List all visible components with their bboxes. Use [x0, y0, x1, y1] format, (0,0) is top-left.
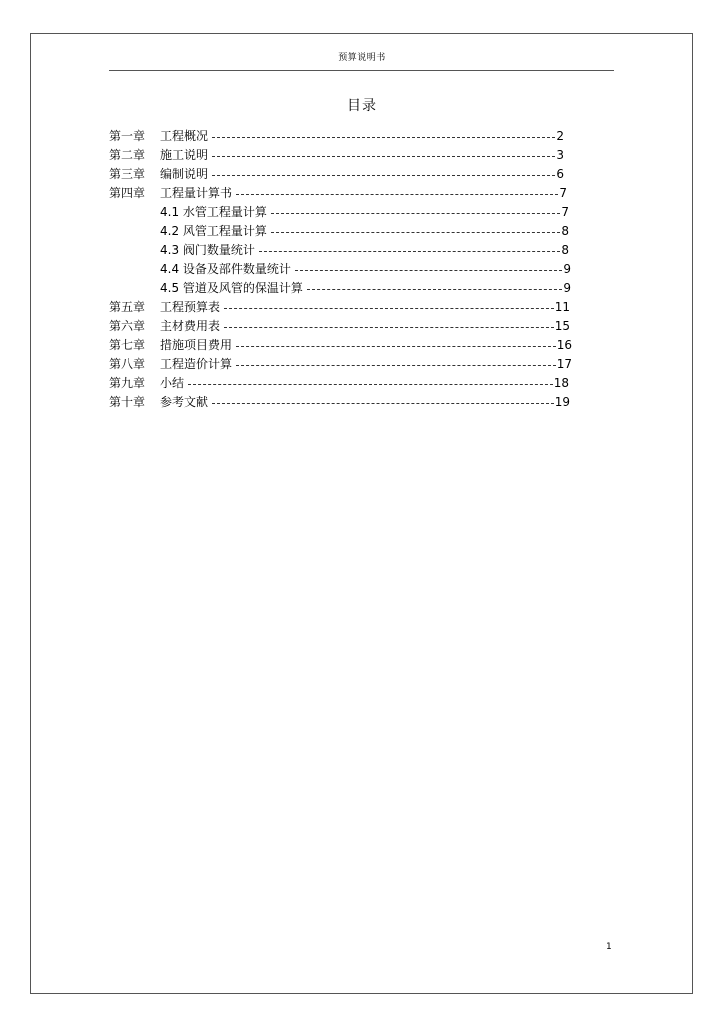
- toc-entry-7[interactable]: [109, 336, 572, 355]
- toc-leader: [212, 175, 555, 176]
- toc-page: 3: [556, 148, 564, 162]
- toc-page: 16: [556, 338, 572, 352]
- toc-label: 措施项目费用: [160, 338, 233, 352]
- toc-entry-8[interactable]: [109, 355, 572, 374]
- toc-label: 编制说明: [160, 167, 209, 181]
- toc-label: 工程概况: [160, 129, 209, 143]
- toc-label: 4.2 风管工程量计算: [160, 224, 267, 238]
- toc-entry-3[interactable]: [109, 165, 564, 184]
- toc-leader: [271, 232, 560, 233]
- toc-label: 工程造价计算: [160, 357, 233, 371]
- toc-chapter: 第四章: [109, 186, 146, 200]
- toc-leader: [224, 308, 554, 309]
- toc-page: 6: [556, 167, 564, 181]
- toc-label: 施工说明: [160, 148, 209, 162]
- toc-page: 19: [554, 395, 570, 409]
- toc-page: 7: [561, 205, 569, 219]
- toc-page: 11: [554, 300, 570, 314]
- toc-entry-4-1[interactable]: [160, 203, 569, 222]
- toc-chapter: 第八章: [109, 357, 146, 371]
- toc-chapter: 第三章: [109, 167, 146, 181]
- running-header: 预算说明书: [338, 53, 386, 63]
- toc-title: 目录: [347, 98, 377, 114]
- toc-entry-4[interactable]: [109, 184, 567, 203]
- toc-page: 8: [561, 243, 569, 257]
- toc-chapter: 第五章: [109, 300, 146, 314]
- toc-chapter: 第六章: [109, 319, 146, 333]
- toc-leader: [212, 156, 555, 157]
- toc-chapter: 第九章: [109, 376, 146, 390]
- toc-entry-10[interactable]: [109, 393, 570, 412]
- toc-leader: [259, 251, 560, 252]
- toc-label: 主材费用表: [160, 319, 221, 333]
- toc-leader: [236, 346, 556, 347]
- toc-label: 4.4 设备及部件数量统计: [160, 262, 291, 276]
- toc-leader: [271, 213, 560, 214]
- toc-leader: [212, 403, 554, 404]
- toc-label: 工程预算表: [160, 300, 221, 314]
- toc-leader: [212, 137, 555, 138]
- toc-label: 参考文献: [160, 395, 209, 409]
- toc-page: 18: [553, 376, 569, 390]
- toc-leader: [236, 365, 556, 366]
- toc-chapter: 第七章: [109, 338, 146, 352]
- toc-page: 2: [556, 129, 564, 143]
- toc-entry-4-5[interactable]: [160, 279, 571, 298]
- page-number: 1: [606, 942, 612, 952]
- toc-entry-4-2[interactable]: [160, 222, 569, 241]
- toc-entry-9[interactable]: [109, 374, 569, 393]
- toc-page: 9: [563, 281, 571, 295]
- toc-chapter: 第十章: [109, 395, 146, 409]
- toc-leader: [307, 289, 562, 290]
- toc-entry-1[interactable]: [109, 127, 564, 146]
- toc-entry-6[interactable]: [109, 317, 570, 336]
- toc-label: 4.3 阀门数量统计: [160, 243, 255, 257]
- toc-page: 17: [556, 357, 572, 371]
- toc-leader: [188, 384, 553, 385]
- toc-page: 7: [559, 186, 567, 200]
- toc-page: 9: [563, 262, 571, 276]
- toc-page: 15: [554, 319, 570, 333]
- toc-entry-4-4[interactable]: [160, 260, 571, 279]
- toc-entry-2[interactable]: [109, 146, 564, 165]
- toc-entry-4-3[interactable]: [160, 241, 569, 260]
- toc-label: 4.1 水管工程量计算: [160, 205, 267, 219]
- toc-leader: [295, 270, 562, 271]
- toc-entry-5[interactable]: [109, 298, 570, 317]
- toc-leader: [236, 194, 558, 195]
- header-rule: [109, 70, 614, 71]
- toc-chapter: 第二章: [109, 148, 146, 162]
- toc-leader: [224, 327, 554, 328]
- toc-label: 小结: [160, 376, 185, 390]
- toc-label: 4.5 管道及风管的保温计算: [160, 281, 303, 295]
- toc-label: 工程量计算书: [160, 186, 233, 200]
- toc-chapter: 第一章: [109, 129, 146, 143]
- toc-page: 8: [561, 224, 569, 238]
